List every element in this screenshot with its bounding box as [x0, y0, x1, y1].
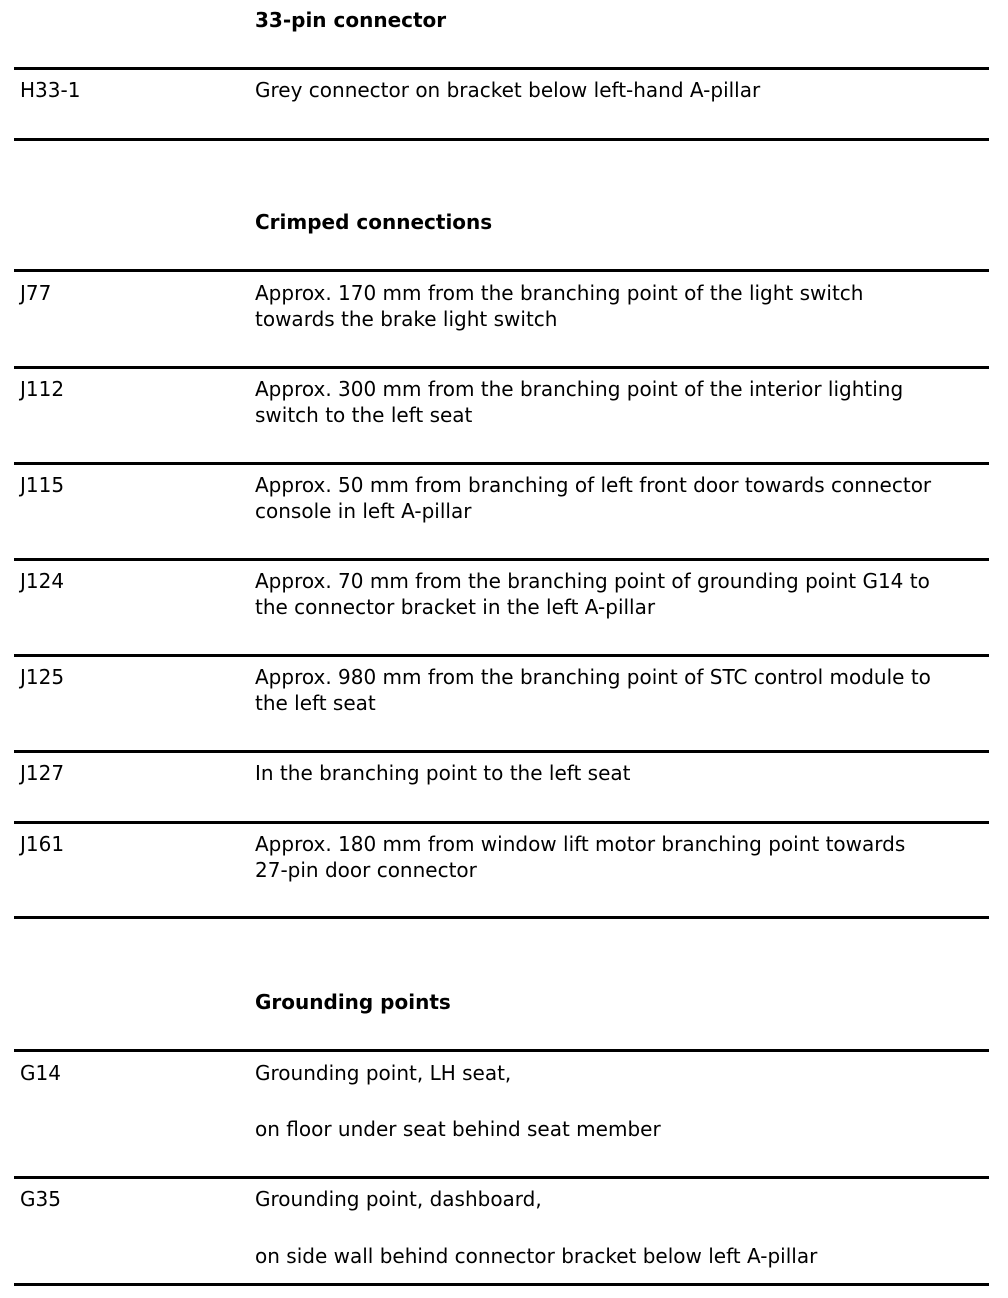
section-heading-connector: 33-pin connector: [255, 8, 447, 32]
divider: [14, 269, 989, 272]
description-j77: [255, 280, 985, 332]
divider: [14, 821, 989, 824]
divider: [14, 1283, 989, 1286]
description-j115: [255, 472, 985, 524]
divider: [14, 462, 989, 465]
section-heading-grounding: Grounding points: [255, 990, 451, 1014]
divider: [14, 654, 989, 657]
code-j112: J112: [20, 377, 65, 401]
description-line: Grey connector on bracket below left-hand A-pillar: [255, 78, 761, 102]
code-j77: J77: [20, 281, 52, 305]
code-j115: J115: [20, 473, 65, 497]
description-j127: [255, 760, 985, 786]
description-line: the left seat: [255, 691, 376, 715]
description-g14: [255, 1060, 985, 1086]
description-line: Grounding point, dashboard,: [255, 1187, 542, 1211]
description-g14-extra: on floor under seat behind seat member: [255, 1117, 661, 1141]
description-line: Approx. 50 mm from branching of left front door towards connector: [255, 473, 932, 497]
code-g14: G14: [20, 1061, 61, 1085]
divider: [14, 366, 989, 369]
description-line: Grounding point, LH seat,: [255, 1061, 512, 1085]
divider: [14, 916, 989, 919]
divider: [14, 67, 989, 70]
divider: [14, 138, 989, 141]
code-j161: J161: [20, 832, 65, 856]
description-g35-extra: on side wall behind connector bracket below left A-pillar: [255, 1244, 818, 1268]
description-line: Approx. 180 mm from window lift motor branching point towards: [255, 832, 906, 856]
description-line: Approx. 170 mm from the branching point of the light switch: [255, 281, 864, 305]
divider: [14, 1176, 989, 1179]
divider: [14, 750, 989, 753]
code-j127: J127: [20, 761, 65, 785]
description-line: Approx. 70 mm from the branching point of grounding point G14 to: [255, 569, 930, 593]
code-j125: J125: [20, 665, 65, 689]
description-j124: [255, 568, 985, 620]
code-j124: J124: [20, 569, 65, 593]
description-g35: [255, 1186, 985, 1212]
description-line: towards the brake light switch: [255, 307, 558, 331]
description-j125: [255, 664, 985, 716]
section-heading-crimped: Crimped connections: [255, 210, 493, 234]
description-line: In the branching point to the left seat: [255, 761, 631, 785]
description-h33-1: [255, 77, 985, 103]
divider: [14, 1049, 989, 1052]
description-j112: [255, 376, 985, 428]
divider: [14, 558, 989, 561]
description-line: Approx. 980 mm from the branching point of STC control module to: [255, 665, 931, 689]
description-line: Approx. 300 mm from the branching point of the interior lighting: [255, 377, 904, 401]
description-line: 27-pin door connector: [255, 858, 477, 882]
description-line: console in left A-pillar: [255, 499, 472, 523]
code-h33-1: H33-1: [20, 78, 81, 102]
code-g35: G35: [20, 1187, 61, 1211]
description-line: switch to the left seat: [255, 403, 473, 427]
description-line: the connector bracket in the left A-pillar: [255, 595, 656, 619]
description-j161: [255, 831, 985, 883]
